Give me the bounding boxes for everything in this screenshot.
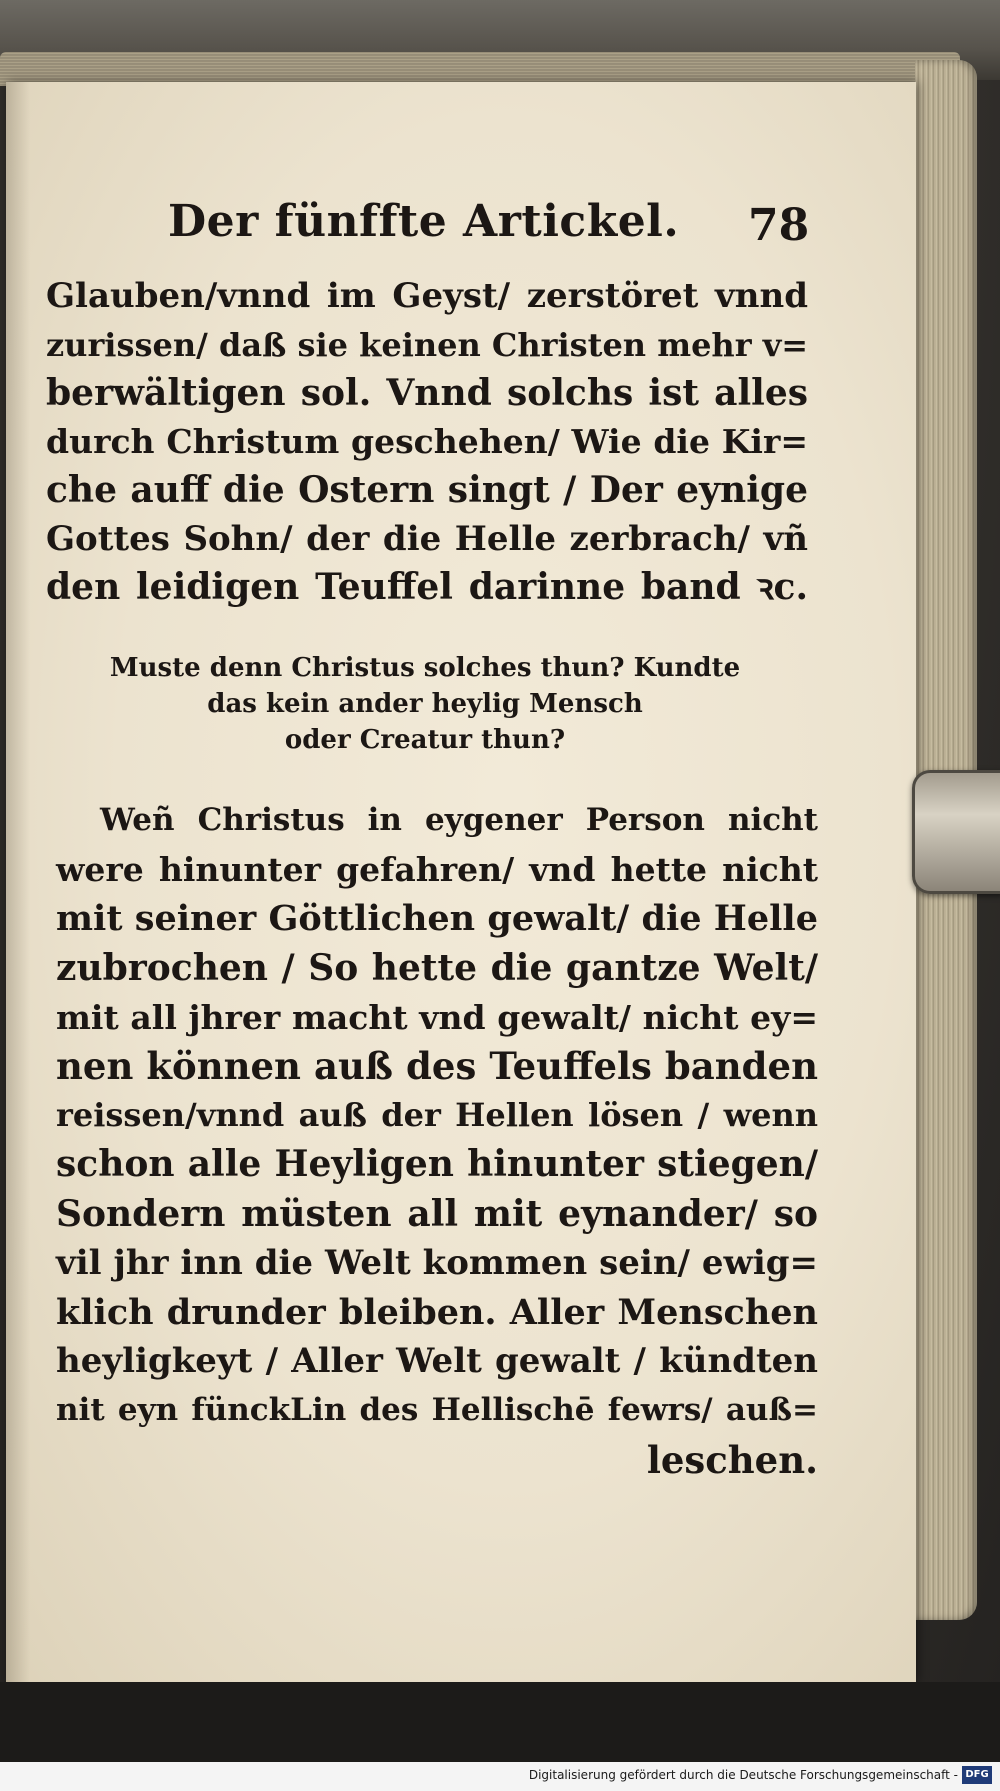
- text-line: heyligkeyt / Aller Welt gewalt / kündten: [56, 1341, 818, 1382]
- page-gutter: [6, 82, 30, 1682]
- text-line: were hinunter gefahren/ vnd hette nicht: [56, 850, 818, 890]
- text-line: mit seiner Göttlichen gewalt/ die Helle: [56, 898, 818, 940]
- text-line: mit all jhrer macht vnd gewalt/ nicht ey=: [56, 997, 818, 1037]
- text-line: schon alle Heyligen hinunter stiegen/: [56, 1143, 818, 1186]
- paragraph-1: [46, 272, 808, 612]
- text-line: reissen/vnnd auß der Hellen lösen / wenn: [56, 1096, 818, 1135]
- page-number: 78: [748, 200, 810, 251]
- text-line: Sondern müsten all mit eynander/ so: [56, 1192, 818, 1235]
- text-line: nen können auß des Teuffels banden: [56, 1044, 818, 1089]
- question-heading: [70, 650, 780, 758]
- question-line: das kein ander heylig Mensch: [207, 689, 643, 719]
- dfg-logo[interactable]: DFG: [962, 1766, 992, 1784]
- text-line: che auff die Ostern singt / Der eynige: [46, 469, 808, 511]
- text-line: klich drunder bleiben. Aller Menschen: [56, 1292, 818, 1334]
- text-line: vil jhr inn die Welt kommen sein/ ewig=: [56, 1242, 818, 1283]
- text-line: durch Christum geschehen/ Wie die Kir=: [46, 421, 808, 461]
- text-line: berwältigen sol. Vnnd solchs ist alles: [46, 372, 808, 414]
- text-line: Gottes Sohn/ der die Helle zerbrach/ vñ: [46, 518, 808, 559]
- text-line: leschen.: [646, 1437, 818, 1482]
- text-line: zubrochen / So hette die gantze Welt/: [56, 946, 818, 989]
- paragraph-2: [56, 796, 818, 1485]
- page-edges-top: [0, 52, 960, 86]
- text-line: den leidigen Teuffel darinne band ꝛc.: [46, 566, 808, 608]
- funding-notice: Digitalisierung gefördert durch die Deutsche Forschungsgemeinschaft -: [528, 1768, 958, 1782]
- text-line: Glauben/vnnd im Geyst/ zerstöret vnnd: [46, 276, 808, 316]
- question-line: Muste denn Christus solches thun? Kundte: [109, 653, 741, 683]
- running-title: Der fünffte Artickel.: [168, 196, 680, 247]
- book-clasp: [912, 770, 1000, 894]
- text-line: Weñ Christus in eygener Person nicht: [100, 802, 818, 838]
- scan-bottom-band: [0, 1682, 1000, 1762]
- text-line: nit eyn fünckLin des Hellischē fewrs/ auß=: [56, 1392, 818, 1429]
- text-line: zurissen/ daß sie keinen Christen mehr v=: [46, 325, 809, 364]
- question-line: oder Creatur thun?: [284, 725, 566, 755]
